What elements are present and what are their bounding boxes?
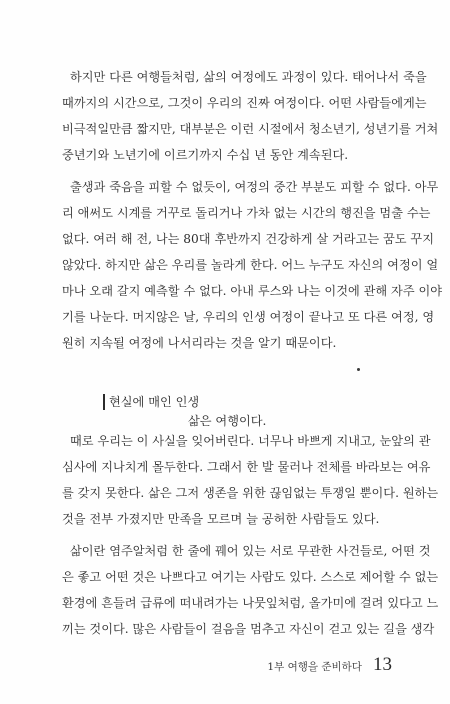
text-line: 하지만 다른 여행들처럼, 삶의 여정에도 과정이 있다. 태어나서 죽을	[70, 70, 427, 84]
text-line: 끼는 것이다. 많은 사람들이 걸음을 멈추고 자신이 걷고 있는 길을 생각	[62, 622, 435, 636]
text-line: 때까지의 시간으로, 그것이 우리의 진짜 여정이다. 어떤 사람들에게는	[62, 96, 427, 110]
text-line: 않았다. 하지만 삶은 우리를 놀라게 한다. 어느 누구도 자신의 여정이 얼	[62, 258, 439, 272]
section-subtitle: 삶은 여행이다.	[188, 414, 267, 428]
section-heading: 현실에 매인 인생	[103, 394, 199, 410]
text-line: 것을 전부 가졌지만 만족을 모르며 늘 공허한 사람들도 있다.	[62, 512, 380, 526]
paragraph-forgetting	[62, 428, 439, 532]
paragraph-beads-on-string	[62, 538, 439, 642]
text-line: 때로 우리는 이 사실을 잊어버린다. 너무나 바쁘게 지내고, 눈앞의 관	[70, 434, 431, 448]
running-footer-label: 1부 여행을 준비하다	[267, 661, 362, 673]
text-line: 마나 오래 갈지 예측할 수 없다. 아내 루스와 나는 이것에 관해 자주 이야	[62, 284, 443, 298]
text-line: 삶이란 염주알처럼 한 줄에 꿰어 있는 서로 무관한 사건들로, 어떤 것	[70, 544, 431, 558]
text-line: 출생과 죽음을 피할 수 없듯이, 여정의 중간 부분도 피할 수 없다. 아무	[70, 180, 439, 194]
text-line: 은 좋고 어떤 것은 나쁘다고 여기는 사람도 있다. 스스로 제어할 수 없는	[62, 570, 439, 584]
text-line: 비극적일만큼 짧지만, 대부분은 이런 시절에서 청소년기, 성년기를 거쳐	[62, 122, 439, 136]
text-line: 리 애써도 시계를 거꾸로 돌리거나 가차 없는 시간의 행진을 멈출 수는	[62, 206, 431, 220]
page-number: 13	[373, 654, 392, 675]
text-line: 환경에 흔들려 급류에 떠내려가는 나뭇잎처럼, 올가미에 걸려 있다고 느	[62, 596, 439, 610]
paragraph-unavoidable-middle	[62, 174, 443, 356]
text-line: 원히 지속될 여정에 나서리라는 것을 알기 때문이다.	[62, 336, 337, 350]
text-line: 없다. 여러 해 전, 나는 80대 후반까지 건강하게 살 거라고는 꿈도 꾸지	[62, 232, 434, 246]
text-line: 를 갖지 못한다. 삶은 그저 생존을 위한 끊임없는 투쟁일 뿐이다. 원하는	[62, 486, 439, 500]
text-line: 기를 나눈다. 머지않은 날, 우리의 인생 여정이 끝나고 또 다른 여정, 영	[62, 310, 435, 324]
page-footer	[0, 654, 392, 676]
text-line: 중년기와 노년기에 이르기까지 수십 년 동안 계속된다.	[62, 148, 349, 162]
print-speck	[357, 368, 360, 371]
paragraph-journey-process	[62, 64, 439, 168]
text-line: 심사에 지나치게 몰두한다. 그래서 한 발 물러나 전체를 바라보는 여유	[62, 460, 431, 474]
